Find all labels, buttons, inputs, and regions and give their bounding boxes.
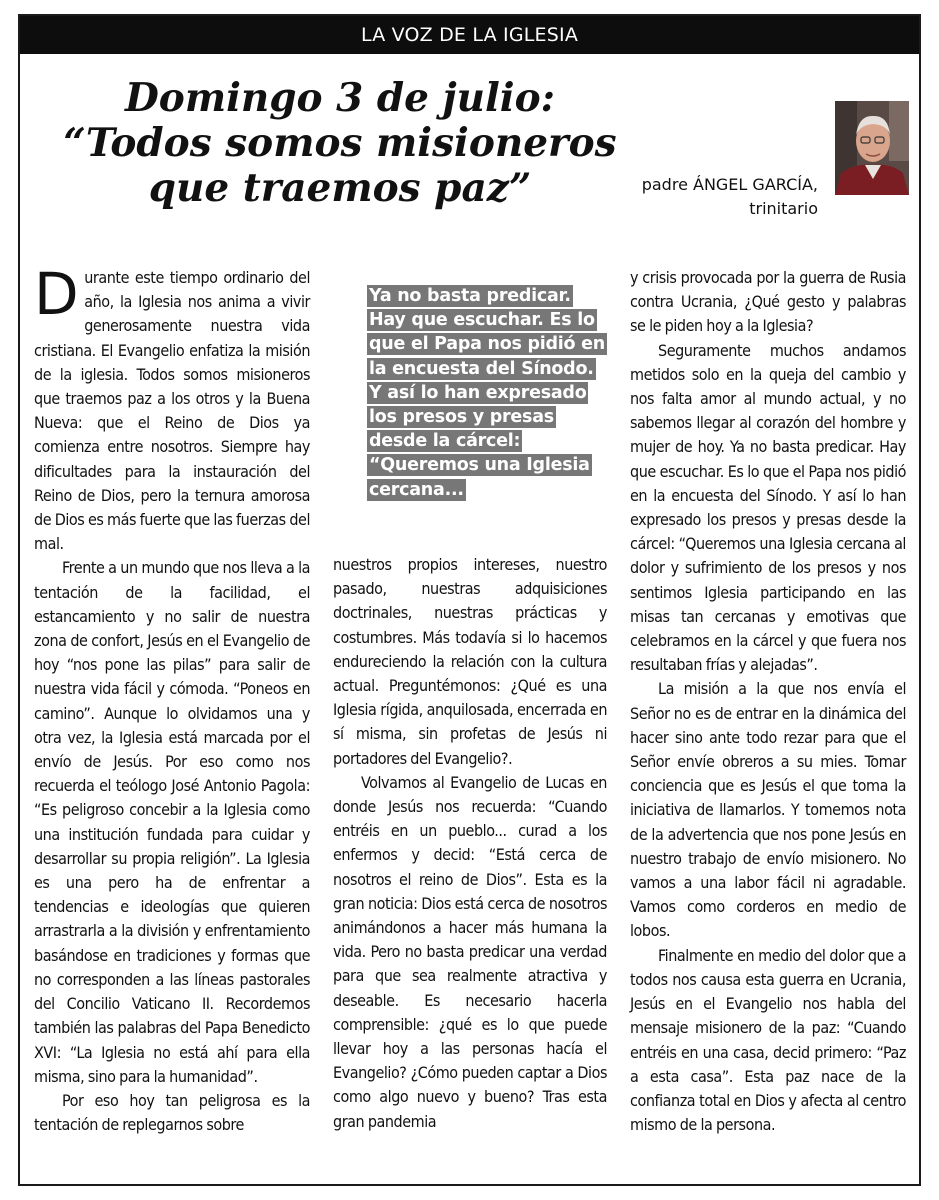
article-page — [18, 14, 921, 1186]
pull-quote-text: Ya no basta predicar. Hay que escuchar. Es lo que el Papa nos pidió en la encuesta del Sínodo. Y así lo han expresado los presos y presas desde la cárcel: “Queremos una Iglesia cercana... — [369, 286, 605, 500]
column-3-paragraph-2: Seguramente muchos andamos metidos solo en la queja del cambio y nos falta amor al mundo actual, y no sabemos llegar al corazón del hombre y mujer de hoy. Ya no basta predicar. Hay que escuchar. Es lo que el Papa nos pidió en la encuesta del Sínodo. Y así lo han expresado los presos y presas desde la cárcel: “Queremos una Iglesia cercana al dolor y sufrimiento de los presos y nos sentimos Iglesia participando en las misas tan cercanas y emotivas que celebramos en la cárcel y que fuera nos resultaban frías y alejadas”. — [630, 340, 906, 675]
headline — [40, 76, 640, 211]
drop-cap: D — [34, 260, 79, 328]
column-2 — [333, 553, 607, 1134]
headline-line-1: Domingo 3 de julio: — [124, 75, 555, 121]
author-byline — [618, 173, 818, 221]
headline-line-2: “Todos somos misioneros — [63, 120, 617, 166]
column-2-paragraph-2: Volvamos al Evangelio de Lucas en donde Jesús nos recuerda: “Cuando entréis en un pueblo... curad a los enfermos y decid: “Está cerca de nosotros el reino de Dios”. Esta es la gran noticia: Dios está cerca de nosotros animándonos a hacer más humana la vida. Pero no basta predicar una verdad para que sea realmente atractiva y deseable. Es necesario hacerla comprensible: ¿qué es lo que puede llevar hoy a las personas hacía el Evangelio? ¿Cómo pueden captar a Dios como algo nuevo y bueno? Tras esta gran pandemia — [333, 772, 607, 1131]
headline-line-3: que traemos paz” — [148, 165, 532, 211]
column-1-paragraph-1 — [34, 260, 310, 556]
column-2-paragraph-1: nuestros propios intereses, nuestro pasado, nuestras adquisiciones doctrinales, nuestras prácticas y costumbres. Más todavía si lo hacemos endureciendo la relación con la cultura actual. Preguntémonos: ¿Qué es una Iglesia rígida, anquilosada, encerrada en sí misma, sin profetas de Jesús ni portadores del Evangelio?. — [333, 555, 607, 768]
column-1-paragraph-1-text: urante este tiempo ordinario del año, la Iglesia nos anima a vivir generosamente nuestra vida cristiana. El Evangelio enfatiza la misión de la iglesia. Todos somos misioneros que traemos paz a los otros y la Buena Nueva: que el Reino de Dios ya comienza entre nosotros. Siempre hay dificultades para la instauración del Reino de Dios, pero la ternura amorosa de Dios es más fuerte que las fuerzas del mal. — [34, 268, 310, 554]
column-1-paragraph-3: Por eso hoy tan peligrosa es la tentación de replegarnos sobre — [34, 1090, 310, 1135]
column-3-paragraph-3: La misión a la que nos envía el Señor no es de entrar en la dinámica del hacer sino ante todo rezar para que el Señor envíe obreros a su mies. Tomar conciencia que es Jesús el que toma la iniciativa de llamarlos. Y tomemos nota de la advertencia que nos pone Jesús en nuestro trabajo de envío misionero. No vamos a una labor fácil ni agradable. Vamos como corderos en medio de lobos. — [630, 679, 906, 941]
column-1-paragraph-2: Frente a un mundo que nos lleva a la tentación de la facilidad, el estancamiento y no salir de nuestra zona de confort, Jesús en el Evangelio de hoy “nos pone las pilas” para salir de nuestra vida fácil y cómoda. “Poneos en camino”. Aunque lo olvidamos una y otra vez, la Iglesia está marcada por el envío de Jesús. Por eso como nos recuerda el teólogo José Antonio Pagola: “Es peligroso concebir a la Iglesia como una institución fundada para cuidar y desarrollar su propia religión”. La Iglesia es una pero ha de enfrentar a tendencias e ideologías que quieren arrastrarla a la división y enfrentamiento basándose en tradiciones y formas que no corresponden a las líneas pastorales del Concilio Vaticano II. Recordemos también las palabras del Papa Benedicto XVI: “La Iglesia no está ahí para ella misma, sino para la humanidad”. — [34, 558, 310, 1086]
author-name: padre ÁNGEL GARCÍA, — [641, 175, 818, 194]
column-3-paragraph-4: Finalmente en medio del dolor que a todos nos causa esta guerra en Ucrania, Jesús en el Evangelio nos habla del mensaje misionero de la paz: “Cuando entréis en una casa, decid primero: “Paz a esta casa”. Esta paz nace de la confianza total en Dios y afecta al centro mismo de la persona. — [630, 945, 906, 1135]
pull-quote — [367, 284, 605, 502]
author-order: trinitario — [749, 199, 818, 218]
author-portrait-image — [835, 101, 909, 195]
column-3-paragraph-1: y crisis provocada por la guerra de Rusia contra Ucrania, ¿Qué gesto y palabras se le piden hoy a la Iglesia? — [630, 268, 906, 336]
column-1 — [34, 260, 310, 1137]
section-banner: LA VOZ DE LA IGLESIA — [20, 16, 919, 54]
author-photo — [835, 101, 909, 195]
column-3 — [630, 266, 906, 1137]
